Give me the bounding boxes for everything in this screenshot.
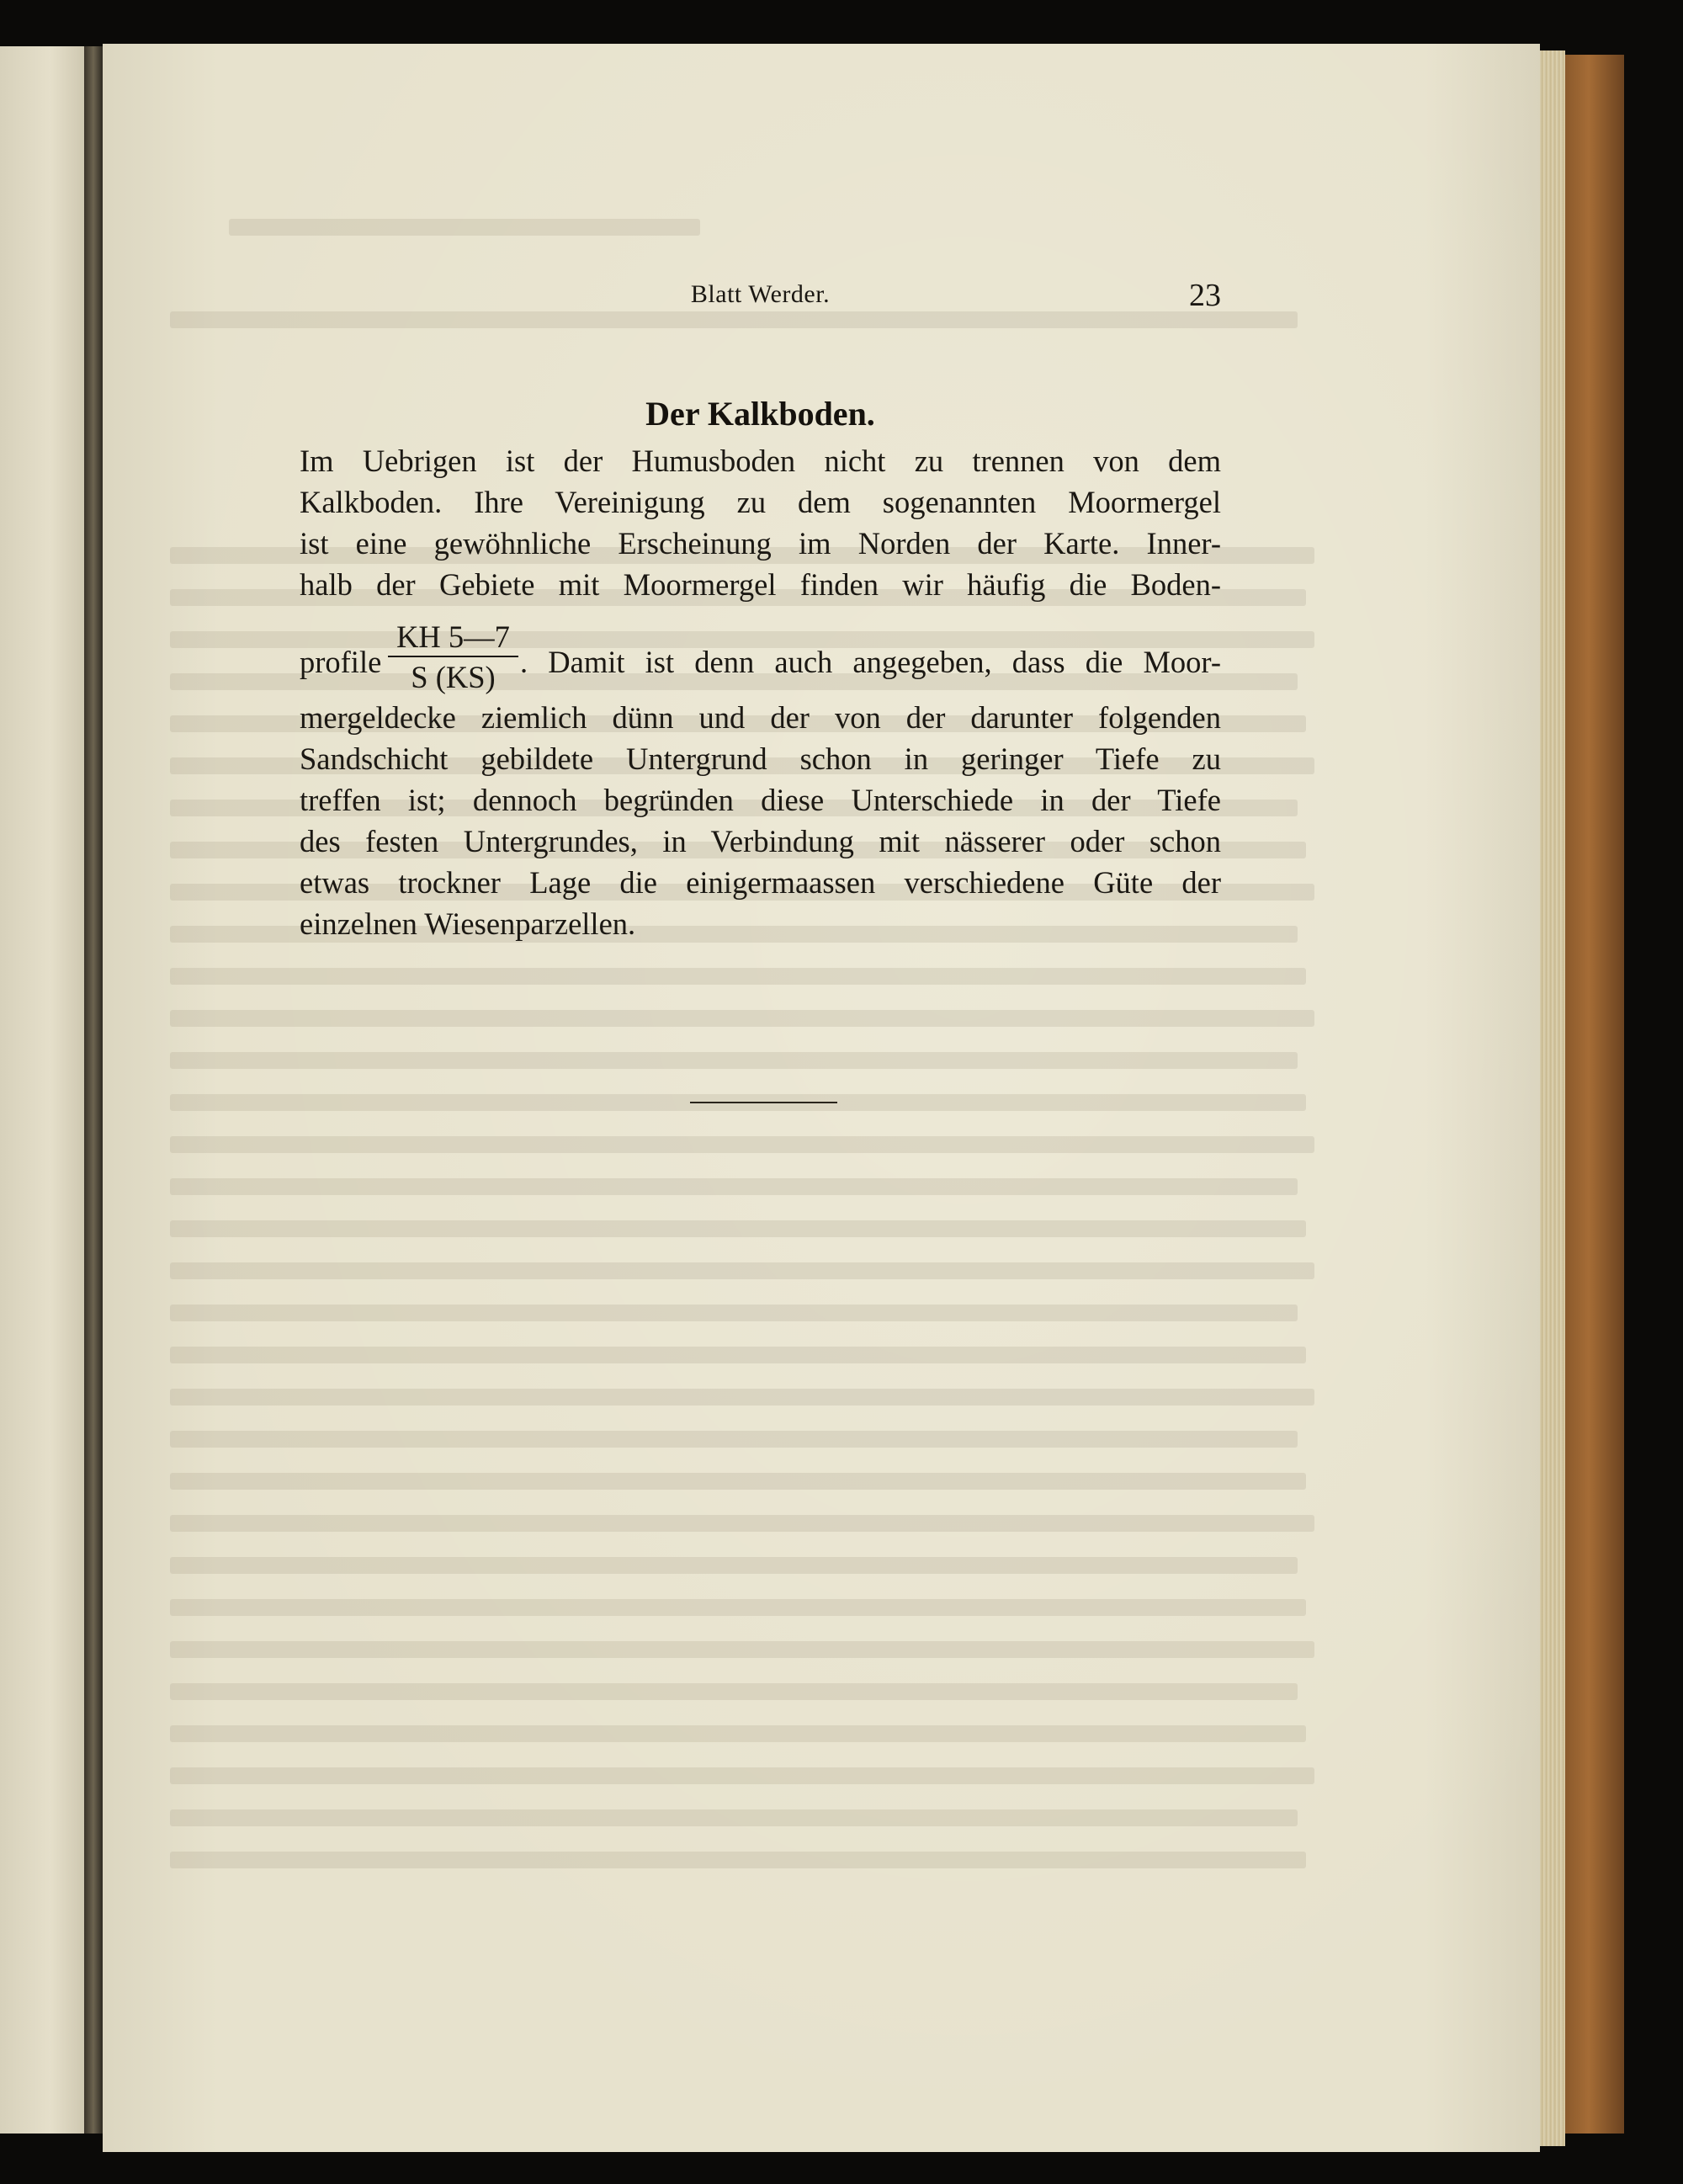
running-header (300, 280, 1221, 314)
formula-line (300, 619, 1221, 703)
page-edges-stack (1540, 50, 1565, 2146)
text-line: mergeldecke ziemlich dünn und der von der darunter folgenden (300, 700, 1221, 735)
text-line: Kalkboden. Ihre Vereinigung zu dem sogenannten Moormergel (300, 485, 1221, 519)
text-line: einzelnen Wiesenparzellen. (300, 906, 636, 941)
page-number: 23 (1189, 278, 1221, 313)
soil-profile-fraction (388, 619, 518, 694)
text-line: etwas trockner Lage die einigermaassen verschiedene Güte der (300, 865, 1221, 900)
section-end-rule (690, 1102, 837, 1103)
running-title: Blatt Werder. (690, 280, 831, 308)
text-line: des festen Untergrundes, in Verbindung mit nässerer oder schon (300, 824, 1221, 858)
text-line: ist eine gewöhnliche Erscheinung im Norden der Karte. Inner- (300, 526, 1221, 561)
book-gutter (84, 46, 103, 2134)
text-line: Im Uebrigen ist der Humusboden nicht zu trennen von dem (300, 444, 1221, 478)
book-cover-edge (1565, 55, 1624, 2134)
formula-lead-text: profile (300, 645, 382, 679)
formula-trailing-text: . Damit ist denn auch angegeben, dass die Moor- (520, 645, 1221, 679)
section-heading: Der Kalkboden. (645, 395, 875, 433)
book-page (103, 44, 1540, 2152)
previous-page-edge (0, 46, 84, 2134)
fraction-denominator: S (KS) (411, 660, 496, 694)
paragraph-part-1 (300, 440, 1221, 605)
text-line: halb der Gebiete mit Moormergel finden wir häufig die Boden- (300, 567, 1221, 602)
paragraph-part-2 (300, 697, 1221, 944)
fraction-numerator: KH 5—7 (388, 619, 518, 657)
text-line: Sandschicht gebildete Untergrund schon in geringer Tiefe zu (300, 741, 1221, 776)
text-line: treffen ist; dennoch begründen diese Unterschiede in der Tiefe (300, 783, 1221, 817)
